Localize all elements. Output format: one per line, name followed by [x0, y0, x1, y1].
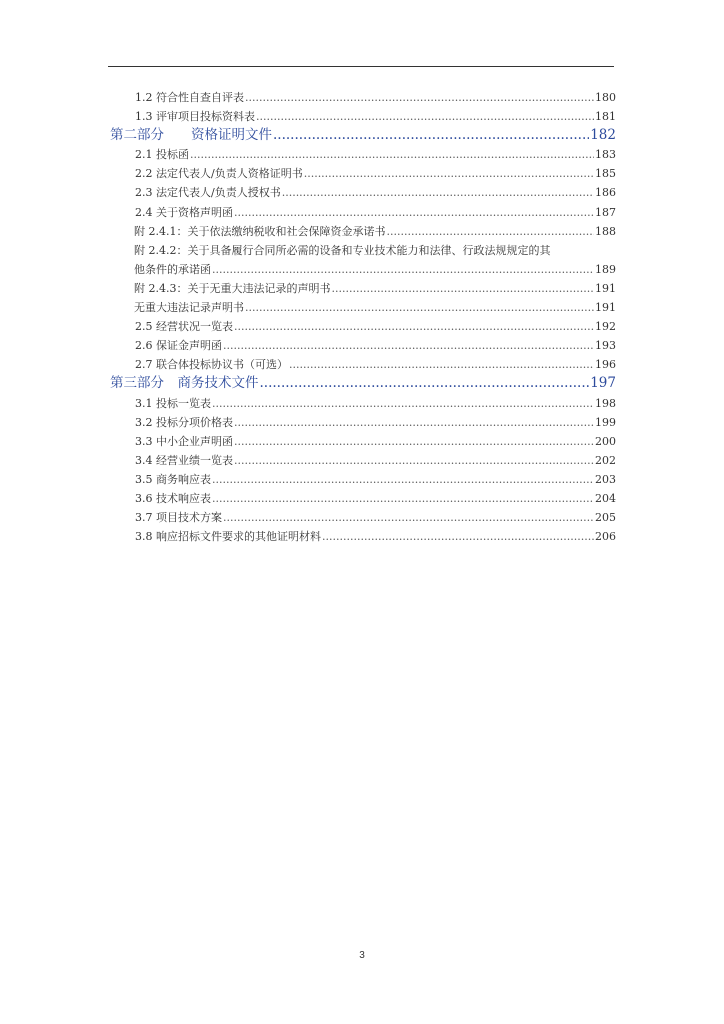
- toc-entry-page: 191: [595, 281, 616, 295]
- toc-entry[interactable]: [110, 260, 616, 279]
- toc-leader-dots: [234, 413, 594, 432]
- toc-entry-page: 206: [595, 530, 616, 544]
- toc-entry[interactable]: [110, 203, 616, 222]
- toc-leader-dots: [212, 489, 594, 508]
- toc-entry-label: 2.5 经营状况一览表: [135, 320, 233, 334]
- toc-leader-dots: [331, 279, 594, 298]
- toc-entry[interactable]: [110, 145, 616, 164]
- toc-leader-dots: [386, 222, 594, 241]
- toc-entry-label: 2.3 法定代表人/负责人授权书: [135, 186, 281, 200]
- toc-entry-page: 189: [595, 262, 616, 276]
- toc-leader-dots: [234, 317, 594, 336]
- toc-leader-dots: [245, 298, 594, 317]
- header-rule: [108, 66, 614, 67]
- toc-entry[interactable]: [110, 394, 616, 413]
- toc-entry-page: 198: [595, 396, 616, 410]
- toc-entry-label: 3.7 项目技术方案: [135, 511, 222, 525]
- table-of-contents: [110, 88, 616, 546]
- toc-entry-page: 180: [595, 91, 616, 104]
- toc-leader-dots: [245, 88, 594, 107]
- toc-section-heading[interactable]: [110, 126, 616, 145]
- toc-leader-dots: [322, 527, 594, 546]
- toc-leader-dots: [223, 508, 594, 527]
- toc-section-page: 197: [590, 375, 616, 392]
- toc-entry[interactable]: [110, 336, 616, 355]
- toc-entry[interactable]: [110, 317, 616, 336]
- toc-entry-page: 188: [595, 224, 616, 238]
- toc-entry-label: 附 2.4.3：关于无重大违法记录的声明书: [134, 281, 331, 295]
- toc-entry-label: 3.6 技术响应表: [135, 491, 211, 505]
- toc-leader-dots: [273, 126, 589, 145]
- toc-entry[interactable]: [110, 107, 616, 126]
- toc-entry-page: 186: [595, 186, 616, 200]
- toc-entry-page: 191: [595, 301, 616, 315]
- toc-entry[interactable]: [110, 355, 616, 374]
- toc-entry-page: 199: [595, 415, 616, 429]
- toc-entry-label: 3.4 经营业绩一览表: [135, 453, 233, 467]
- toc-leader-dots: [234, 451, 594, 470]
- toc-entry-page: 183: [595, 148, 616, 162]
- toc-leader-dots: [212, 260, 594, 279]
- toc-entry[interactable]: [110, 527, 616, 546]
- toc-entry[interactable]: [110, 451, 616, 470]
- toc-entry-label: 他条件的承诺函: [134, 262, 211, 276]
- toc-leader-dots: [282, 183, 594, 202]
- toc-section-label: 第二部分 资格证明文件: [110, 127, 272, 144]
- toc-entry[interactable]: [110, 432, 616, 451]
- toc-entry[interactable]: [110, 222, 616, 241]
- toc-entry-page: 205: [595, 511, 616, 525]
- toc-leader-dots: [234, 432, 594, 451]
- toc-entry-page: 185: [595, 167, 616, 181]
- toc-entry-label: 无重大违法记录声明书: [134, 301, 244, 315]
- toc-leader-dots: [212, 470, 594, 489]
- toc-entry[interactable]: [110, 183, 616, 202]
- toc-entry-label: 2.1 投标函: [135, 148, 189, 162]
- toc-entry[interactable]: [110, 88, 616, 107]
- toc-entry-label: 1.3 评审项目投标资料表: [135, 110, 255, 124]
- toc-leader-dots: [212, 394, 594, 413]
- toc-leader-dots: [234, 203, 594, 222]
- toc-entry-label: 3.8 响应招标文件要求的其他证明材料: [135, 530, 321, 544]
- toc-entry[interactable]: [110, 164, 616, 183]
- toc-section-page: 182: [590, 127, 616, 144]
- toc-entry-page: 203: [595, 472, 616, 486]
- toc-entry-wrapped-line[interactable]: [110, 241, 616, 260]
- toc-entry-page: 202: [595, 453, 616, 467]
- toc-entry-page: 187: [595, 205, 616, 219]
- toc-entry-label: 附 2.4.1：关于依法缴纳税收和社会保障资金承诺书: [134, 224, 386, 238]
- toc-entry-label: 3.1 投标一览表: [135, 396, 211, 410]
- toc-entry-label: 2.7 联合体投标协议书（可选）: [135, 358, 288, 372]
- toc-entry-page: 196: [595, 358, 616, 372]
- toc-entry-label: 3.5 商务响应表: [135, 472, 211, 486]
- toc-leader-dots: [256, 107, 594, 126]
- toc-entry-label: 2.4 关于资格声明函: [135, 205, 233, 219]
- toc-entry[interactable]: [110, 470, 616, 489]
- toc-entry-label: 2.2 法定代表人/负责人资格证明书: [135, 167, 303, 181]
- toc-entry-page: 181: [595, 110, 616, 124]
- toc-entry-page: 200: [595, 434, 616, 448]
- toc-entry[interactable]: [110, 298, 616, 317]
- toc-entry-page: 204: [595, 491, 616, 505]
- toc-leader-dots: [289, 355, 594, 374]
- toc-entry-label: 3.3 中小企业声明函: [135, 434, 233, 448]
- page-number: 3: [359, 950, 365, 961]
- toc-entry-label: 3.2 投标分项价格表: [135, 415, 233, 429]
- toc-entry[interactable]: [110, 508, 616, 527]
- toc-leader-dots: [223, 336, 594, 355]
- toc-entry[interactable]: [110, 489, 616, 508]
- toc-entry-label: 附 2.4.2：关于具备履行合同所必需的设备和专业技术能力和法律、行政法规规定的其: [134, 243, 551, 257]
- toc-entry-label: 1.2 符合性自查自评表: [135, 91, 244, 104]
- toc-section-label: 第三部分 商务技术文件: [110, 375, 259, 392]
- toc-entry-label: 2.6 保证金声明函: [135, 339, 222, 353]
- toc-section-heading[interactable]: [110, 374, 616, 393]
- toc-entry[interactable]: [110, 279, 616, 298]
- toc-entry-page: 192: [595, 320, 616, 334]
- toc-leader-dots: [260, 374, 590, 393]
- toc-entry-page: 193: [595, 339, 616, 353]
- toc-leader-dots: [304, 164, 594, 183]
- toc-leader-dots: [190, 145, 594, 164]
- toc-entry[interactable]: [110, 413, 616, 432]
